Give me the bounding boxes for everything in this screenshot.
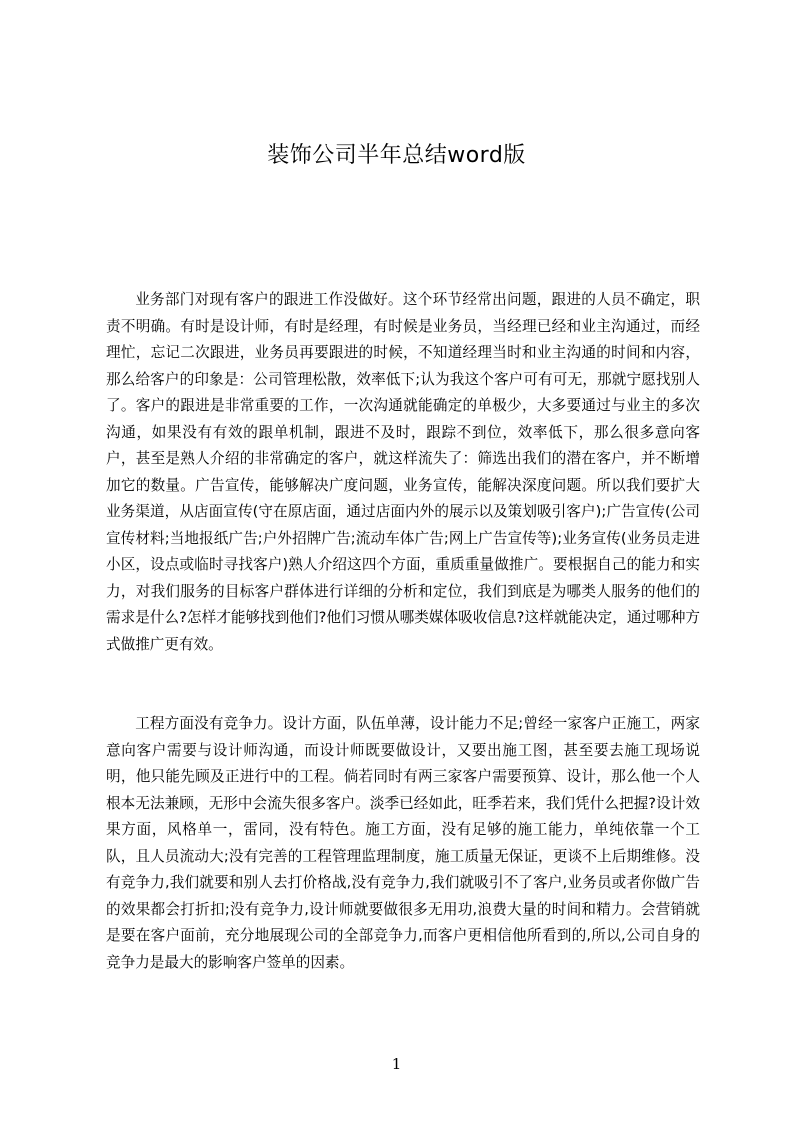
document-title: 装饰公司半年总结word版	[267, 143, 526, 168]
paragraph-customer-follow-up: 业务部门对现有客户的跟进工作没做好。这个环节经常出问题，跟进的人员不确定，职责不明确。有时是设计师，有时是经理，有时候是业务员，当经理已经和业主沟通过，而经理忙，忘记二次跟进，业务员再要跟进的时候，不知道经理当时和业主沟通的时间和内容，那么给客户的印象是：公司管理松散，效率低下;认为我这个客户可有可无，那就宁愿找别人了。客户的跟进是非常重要的工作，一次沟通就能确定的单极少，大多要通过与业主的多次沟通，如果没有有效的跟单机制，跟进不及时，跟踪不到位，效率低下，那么很多意向客户，甚至是熟人介绍的非常确定的客户，就这样流失了：筛选出我们的潜在客户，并不断增加它的数量。广告宣传，能够解决广度问题，业务宣传，能解决深度问题。所以我们要扩大业务渠道，从店面宣传(守在原店面，通过店面内外的展示以及策划吸引客户);广告宣传(公司宣传材料;当地报纸广告;户外招牌广告;流动车体广告;网上广告宣传等);业务宣传(业务员走进小区，设点或临时寻找客户)熟人介绍这四个方面，重质重量做推广。要根据自己的能力和实力，对我们服务的目标客户群体进行详细的分析和定位，我们到底是为哪类人服务的他们的需求是什么?怎样才能够找到他们?他们习惯从哪类媒体吸收信息?这样就能决定，通过哪种方式做推广更有效。	[106, 291, 700, 653]
page-number: 1	[391, 1055, 402, 1073]
paragraph-engineering-competitiveness: 工程方面没有竞争力。设计方面，队伍单薄，设计能力不足;曾经一家客户正施工，两家意向客户需要与设计师沟通，而设计师既要做设计，又要出施工图，甚至要去施工现场说明，他只能先顾及正进行中的工程。倘若同时有两三家客户需要预算、设计，那么他一个人根本无法兼顾，无形中会流失很多客户。淡季已经如此，旺季若来，我们凭什么把握?设计效果方面，风格单一，雷同，没有特色。施工方面，没有足够的施工能力，单纯依靠一个工队，且人员流动大;没有完善的工程管理监理制度，施工质量无保证，更谈不上后期维修。没有竞争力,我们就要和别人去打价格战,没有竞争力,我们就吸引不了客户,业务员或者你做广告的效果都会打折扣;没有竞争力,设计师就要做很多无用功,浪费大量的时间和精力。会营销就是要在客户面前，充分地展现公司的全部竞争力,而客户更相信他所看到的,所以,公司自身的竞争力是最大的影响客户签单的因素。	[106, 715, 700, 971]
